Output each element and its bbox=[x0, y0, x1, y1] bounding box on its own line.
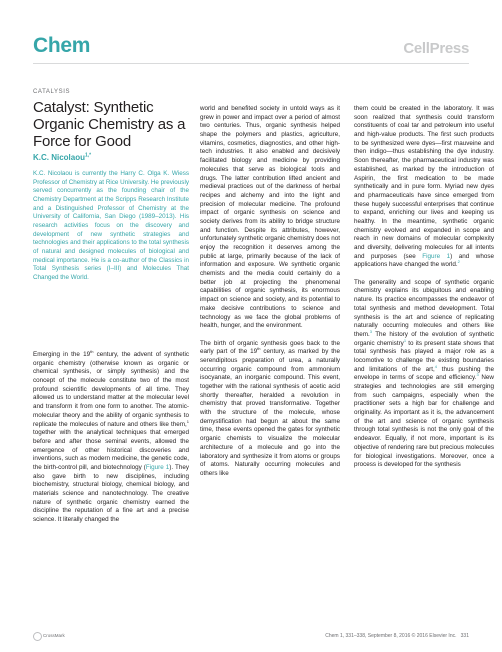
reference-link[interactable]: 2 bbox=[457, 259, 460, 265]
paragraph: them could be created in the laboratory. It was soon realized that synthesis could transform constituents of coal tar and petroleum into useful and high-value products. The first such products to be synthesized were dyes—first mauveine and then indigo—thus establishing the dye industry. Soon thereafter, the pharmaceutical industry was established, as marked by the introduction of Aspirin, the first medication to be made synthetically and in pure form. Myriad new dyes and pharmaceuticals have since emerged from these hugely successful enterprises that continue to expand, enriching our lives and keeping us healthy. In the meantime, synthetic organic chemistry evolved and expanded in scope and reach in new domains of molecular complexity and diversity, delivering molecules for all intents and purposes (see Figure 1) and whose applications have changed the world.$^2$ bbox=[354, 105, 494, 269]
paragraph: The birth of organic synthesis goes back to the early part of the 19th century, as marked by the serendipitous preparation of urea, a naturally occurring organic compound from ammonium isocyanate, an inorganic compound. This event, together with the rational synthesis of acetic acid shortly thereafter, heralded a revolution in chemistry that proved transformative. Together with the structure of the molecule, whose demystification had begun at about the same time, these events opened the gates for synthetic organic chemists to visualize the molecular architecture of a molecule and go into the laboratory and synthesize it from atoms or groups of atoms. Naturally occurring molecules and others like bbox=[200, 339, 340, 477]
paragraph: world and benefited society in untold ways as it grew in power and impact over a period of almost two centuries. Thus, organic synthesis helped shape the polymers and plastics, agriculture, vitamins, cosmetics, diagnostics, and other high-tech industries. It also enabled and decisively facilitated biology and medicine by providing molecules that serve as biological tools and drugs. The latter contribution lifted ancient and medieval practices out of the darkness of herbal recipes and alchemy and into the light and precision of molecular medicine. The profound impact of organic synthesis on science and society derives from its ability to bridge structure and function. Despite its attributes, however, unfortunately synthetic organic chemistry does not enjoy the recognition it deserves among the public at large, primarily because of the lack of information and exposure. We synthetic organic chemists and the media could certainly do a better job at projecting the phenomenal capabilities of organic synthesis, its enormous impact on science and society, and its potential to make decisive contributions to science and technology as we face the global problems of health, hunger, and the environment. bbox=[200, 105, 341, 330]
body-column-1 bbox=[33, 348, 189, 533]
author-affiliation-marks: 1,* bbox=[85, 152, 92, 159]
paragraph: Emerging in the 19th century, the advent of synthetic organic chemistry (otherwise known as organic or chemical synthesis, or simply synthesis) and the concept of the molecule constitute two of the most profound scientific developments of all time. They allowed us to understand matter at the molecular level and transform it from one form to another. The atomic-molecular theory and the ability of organic synthesis to replicate the molecules of nature and others like them,$^1$ together with the analytical techniques that emerged before and after those seminal events, allowed the emergence of other historical discoveries and inventions, such as modern medicine, the genetic code, the birth-control pill, and biotechnology (Figure 1). They also gave birth to new disciplines, including biochemistry, structural biology, chemical biology, and materials science and nanotechnology. The creative nature of synthetic organic chemistry earned the discipline the reputation of a fine art and a precise science. It literally changed the bbox=[33, 348, 189, 524]
page-number: 331 bbox=[460, 633, 469, 639]
body-column-3 bbox=[354, 105, 494, 479]
body-column-2 bbox=[200, 105, 340, 487]
article-title: Catalyst: Synthetic Organic Chemistry as a Force for Good bbox=[33, 99, 186, 150]
author-bio: K.C. Nicolaou is currently the Harry C. Olga K. Wiess Professor of Chemistry at Rice University. He previously served concurrently as the founding chair of the Chemistry Department at the Scripps Research Institute and a Distinguished Professor of Chemistry at the University of California, San Diego (1989–2013). His research activities focus on the discovery and development of new synthetic strategies and technologies and their applications to the total synthesis of natural and designed molecules of biological and medical importance. He is a co-author of the Classics in Total Synthesis series (I–III) and Molecules That Changed the World. bbox=[33, 170, 189, 281]
figure-link[interactable]: Figure 1 bbox=[145, 463, 170, 471]
header-rule bbox=[33, 63, 469, 64]
author-name: K.C. Nicolaou bbox=[33, 153, 86, 162]
section-label: CATALYSIS bbox=[33, 89, 71, 95]
footer-citation: Chem 1, 331–338, September 8, 2016 © 2016 Elsevier Inc. 331 bbox=[325, 633, 469, 639]
crossmark-icon[interactable] bbox=[33, 632, 42, 641]
journal-name: Chem bbox=[33, 34, 91, 57]
figure-link[interactable]: Figure 1 bbox=[422, 252, 451, 260]
author-line bbox=[33, 153, 91, 162]
paragraph: The generality and scope of synthetic organic chemistry explains its ubiquitous and enabling nature. Its practice encompasses the endeavor of total synthesis and method development. Total synthesis is the art and science of replicating naturally occurring molecules and others like them.$^3$ The history of the evolution of synthetic organic chemistry$^1$ to its present state shows that total synthesis has played a major role as a locomotive to challenge the existing boundaries and limitations of the art,$^4$ thus pushing the envelope in terms of scope and efficiency.$^3$ New strategies and technologies are still emerging from such campaigns, especially when the practitioner sets a high bar for challenge and originality. As important as it is, the advancement of the art and science of organic synthesis through total synthesis is not the only goal of the endeavor. Equally, if not more, important is its objective of rendering rare but precious molecules for biological investigations. Moreover, once a process is developed for the synthesis bbox=[354, 278, 494, 469]
crossmark-label: CrossMark bbox=[43, 633, 65, 638]
publisher-logo: CellPress bbox=[403, 40, 469, 57]
